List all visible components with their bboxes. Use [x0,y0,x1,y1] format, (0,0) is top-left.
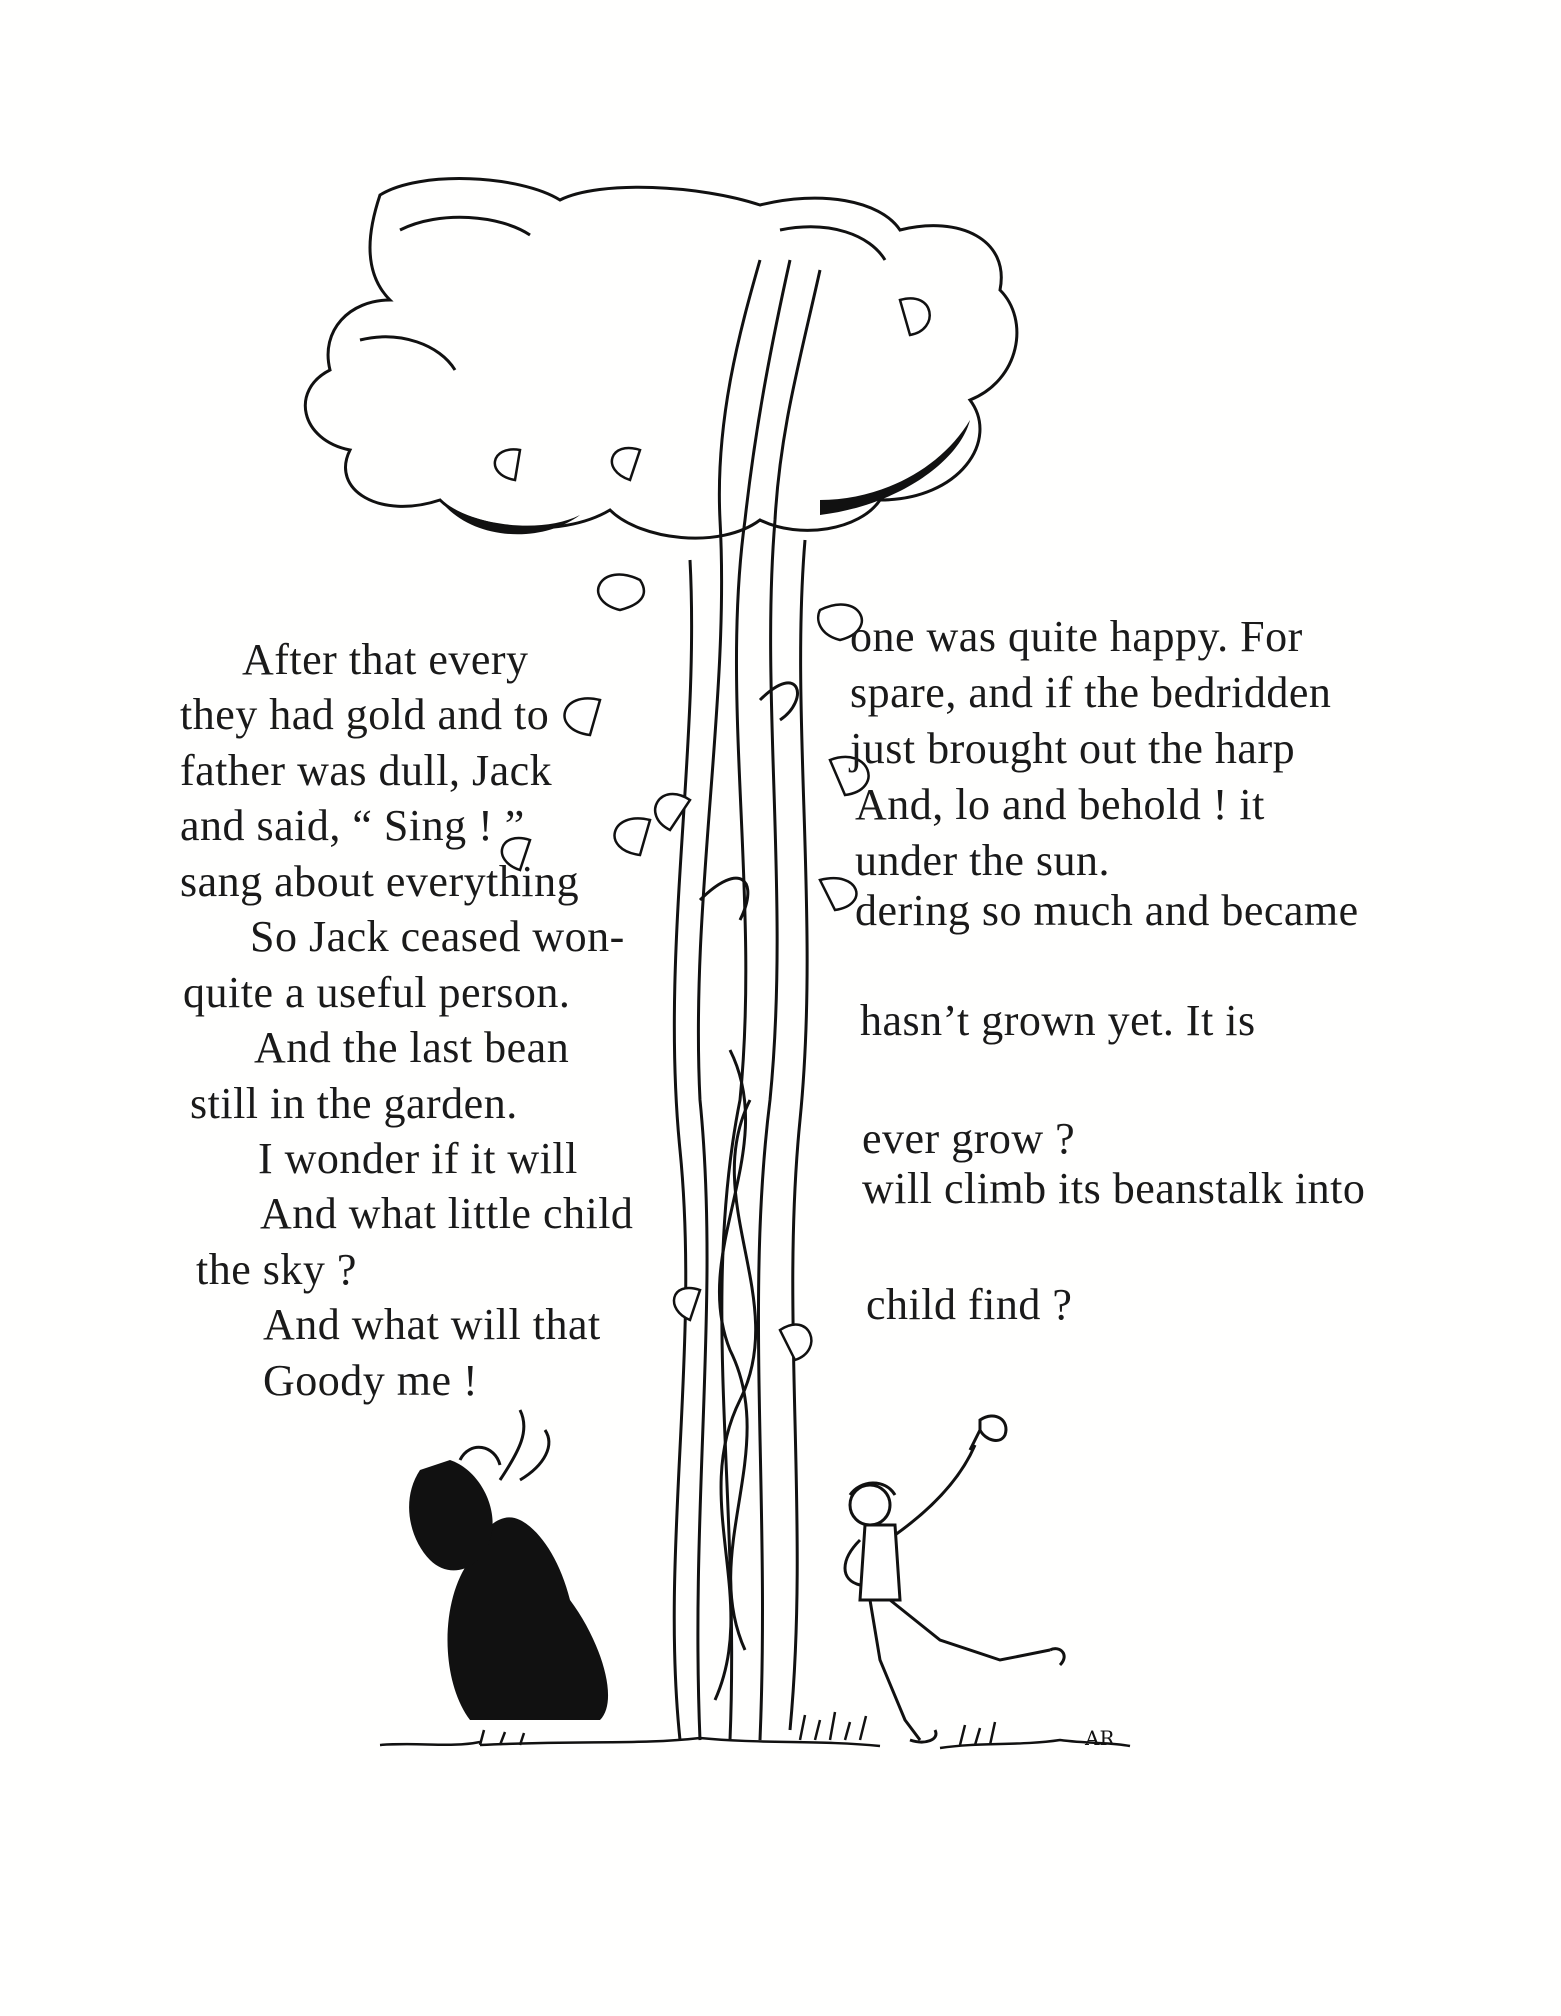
left-line-11: And what little child [260,1189,634,1238]
left-line-10: I wonder if it will [258,1134,578,1183]
cloud-shadow-left [440,500,580,534]
right-line-1: one was quite happy. For [850,612,1303,661]
right-line-9: will climb its beanstalk into [862,1164,1366,1213]
right-line-5: under the sun. [855,836,1111,885]
left-line-5: sang about everything [180,857,580,906]
right-line-7: hasn’t grown yet. It is [860,996,1256,1045]
left-line-7: quite a useful person. [183,968,571,1017]
left-line-9: still in the garden. [190,1079,518,1128]
left-line-4: and said, “ Sing ! ” [180,801,525,850]
left-line-2: they had gold and to [180,690,550,739]
jack-figure [845,1416,1064,1742]
artist-signature: AR [1085,1726,1115,1750]
right-line-6: dering so much and became [855,886,1359,935]
beanstalk-vines [674,260,820,1740]
left-line-12: the sky ? [196,1245,357,1294]
left-line-8: And the last bean [254,1023,570,1072]
right-line-2: spare, and if the bedridden [850,668,1332,717]
right-line-10: child find ? [866,1280,1073,1329]
right-line-8: ever grow ? [862,1114,1076,1163]
right-line-4: And, lo and behold ! it [855,780,1265,829]
left-line-3: father was dull, Jack [180,746,553,795]
left-line-6: So Jack ceased won- [250,912,625,961]
left-line-1: After that every [242,635,529,684]
left-line-14: Goody me ! [263,1356,479,1405]
left-line-13: And what will that [263,1300,601,1349]
mother-figure [409,1410,608,1720]
right-line-3: just brought out the harp [850,724,1296,773]
